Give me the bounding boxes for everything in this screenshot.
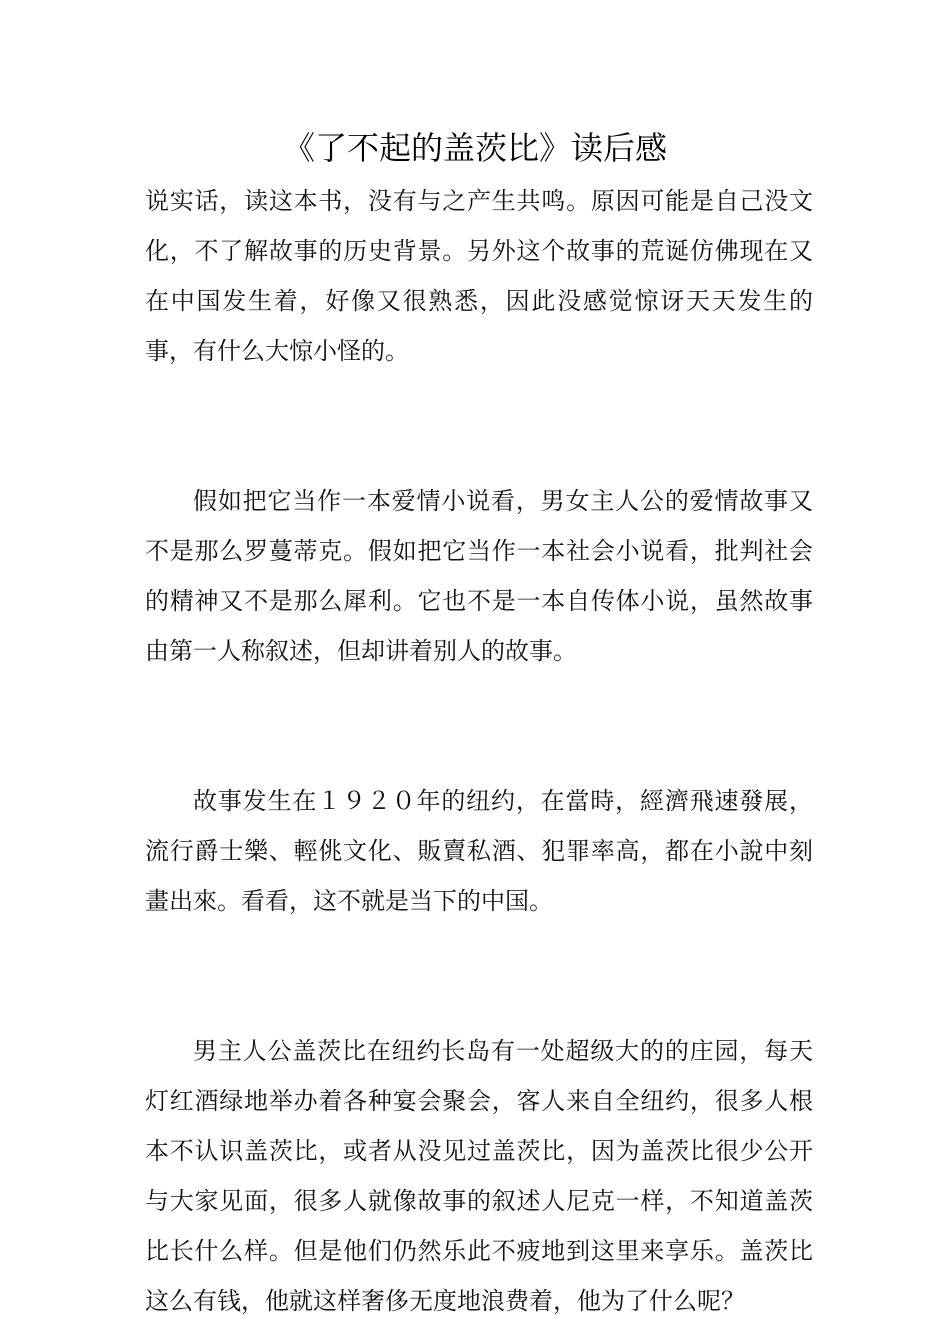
document-body <box>145 176 813 1326</box>
paragraph-spacer <box>145 926 813 1026</box>
document-title: 《了不起的盖茨比》读后感 <box>282 129 667 167</box>
paragraph-spacer <box>145 676 813 776</box>
paragraph-2: 假如把它当作一本爱情小说看，男女主人公的爱情故事又不是那么罗蔓蒂克。假如把它当作一本社会小说看，批判社会的精神又不是那么犀利。它也不是一本自传体小说，虽然故事由第一人称叙述，但却讲着别人的故事。 <box>145 487 813 665</box>
paragraph-3: 故事发生在１９２０年的纽约，在當時，經濟飛速發展，流行爵士樂、輕佻文化、販賣私酒、犯罪率高，都在小說中刻畫出來。看看，这不就是当下的中国。 <box>145 787 813 915</box>
paragraph-4: 男主人公盖茨比在纽约长岛有一处超级大的的庄园，每天灯红酒绿地举办着各种宴会聚会，客人来自全纽约，很多人根本不认识盖茨比，或者从没见过盖茨比，因为盖茨比很少公开与大家见面，很多人就像故事的叙述人尼克一样，不知道盖茨比长什么样。但是他们仍然乐此不疲地到这里来享乐。盖茨比这么有钱，他就这样奢侈无度地浪费着，他为了什么呢？ <box>145 1037 813 1315</box>
paragraph-spacer <box>145 376 813 476</box>
paragraph-1: 说实话，读这本书，没有与之产生共鸣。原因可能是自己没文化，不了解故事的历史背景。另外这个故事的荒诞仿佛现在又在中国发生着，好像又很熟悉，因此没感觉惊讶天天发生的事，有什么大惊小怪的。 <box>145 187 813 365</box>
